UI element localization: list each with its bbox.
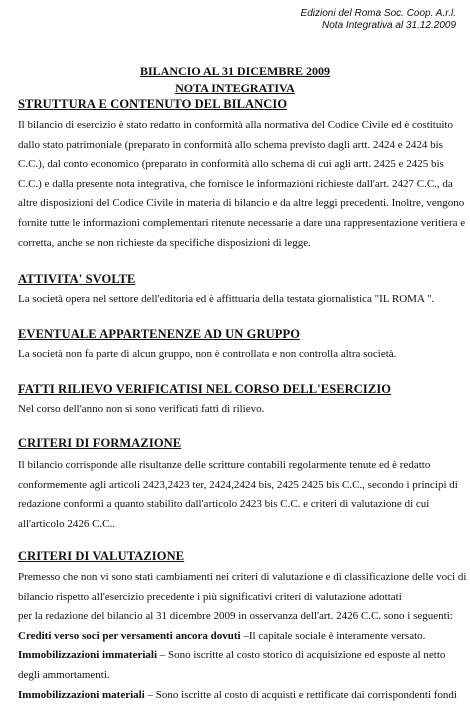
header-doc-title: Nota Integrativa al 31.12.2009: [322, 20, 456, 31]
document-subtitle: NOTA INTEGRATIVA: [175, 81, 295, 95]
body-line: Premesso che non vi sono stati cambiamenti nei criteri di valutazione e di classificazione delle voci di: [18, 571, 467, 583]
body-line: fornite tutte le informazioni complementari ritenute necessarie a dare una rappresentazione veritiera e: [18, 216, 466, 229]
section-body: [18, 345, 456, 365]
criteria-item-text: – Sono iscritte al costo di acquisti e rettificate dai corrispondenti fondi: [144, 688, 457, 701]
body-line: all'articolo 2426 C.C..: [18, 517, 115, 530]
criteria-item: [18, 627, 456, 647]
criteria-item: [18, 646, 456, 666]
section-body: [18, 568, 467, 705]
body-line: Nel corso dell'anno non si sono verificati fatti di rilievo.: [18, 403, 265, 415]
section-heading: CRITERI DI VALUTAZIONE: [18, 549, 185, 563]
criteria-item-label: Crediti verso soci per versamenti ancora dovuti: [18, 629, 241, 642]
body-line: La società non fa parte di alcun gruppo, non è controllata e non controlla altra società.: [18, 348, 397, 360]
criteria-item-text: –Il capitale sociale è interamente versato.: [240, 629, 426, 642]
section-heading: EVENTUALE APPARTENENZE AD UN GRUPPO: [18, 327, 301, 341]
body-line: bilancio rispetto all'esercizio precedente i più significativi criteri di valutazione adottati: [18, 590, 402, 603]
section-body: [18, 116, 466, 253]
section-heading: CRITERI DI FORMAZIONE: [18, 436, 182, 450]
criteria-item: [18, 686, 456, 706]
criteria-item-label: Immobilizzazioni materiali: [18, 688, 145, 701]
body-line: Il bilancio di esercizio è stato redatto in conformità alla normativa del Codice Civile ed è costituito: [18, 119, 453, 131]
document-title: BILANCIO AL 31 DICEMBRE 2009: [139, 64, 331, 78]
section-body: [18, 290, 456, 310]
section-body: [18, 456, 456, 534]
section-heading: FATTI RILIEVO VERIFICATISI NEL CORSO DELL'ESERCIZIO: [18, 382, 392, 396]
body-line: corretta, anche se non richieste da specifiche disposizioni di legge.: [18, 236, 311, 249]
criteria-item-text: – Sono iscritte al costo storico di acquisizione ed esposte al netto: [157, 649, 446, 662]
body-line: altre disposizioni del Codice Civile in materia di bilancio e da altre leggi precedenti. Inoltre, vengono: [18, 197, 465, 210]
body-line: C.C.) e dalla presente nota integrativa, che fornisce le informazioni richieste dall'art. 2427 C.C., da: [18, 177, 453, 190]
body-line: Il bilancio corrisponde alle risultanze delle scritture contabili regolarmente tenute ed è redatto: [18, 459, 431, 471]
body-line: C.C.), dal conto economico (preparato in conformità allo schema di cui agli artt. 2425 e 2425 bis: [18, 158, 444, 171]
section-heading: STRUTTURA E CONTENUTO DEL BILANCIO: [18, 97, 288, 111]
criteria-item-text: degli ammortamenti.: [18, 668, 110, 681]
body-line: dallo stato patrimoniale (preparato in conformità allo schema previsto dagli artt. 2424 e 2424 bis: [18, 138, 443, 151]
criteria-item: [18, 666, 456, 686]
body-line: redazione conformi a quanto stabilito dall'articolo 2423 bis C.C. e criteri di valutazione di cui: [18, 498, 430, 511]
section-heading: ATTIVITA' SVOLTE: [18, 272, 136, 286]
section-body: [18, 400, 456, 420]
document-header: [301, 8, 456, 32]
body-line: conformemente agli articoli 2423,2423 ter, 2424,2424 bis, 2425 2425 bis C.C., secondo i principi di: [18, 478, 458, 491]
header-company: Edizioni del Roma Soc. Coop. A.r.l.: [300, 8, 456, 19]
body-line: per la redazione del bilancio al 31 dicembre 2009 in osservanza dell'art. 2426 C.C. sono i seguenti:: [18, 610, 453, 623]
body-line: La società opera nel settore dell'editoria ed è affittuaria della testata giornalistica "IL ROMA ".: [18, 293, 435, 305]
criteria-item-label: Immobilizzazioni immateriali: [18, 649, 157, 662]
